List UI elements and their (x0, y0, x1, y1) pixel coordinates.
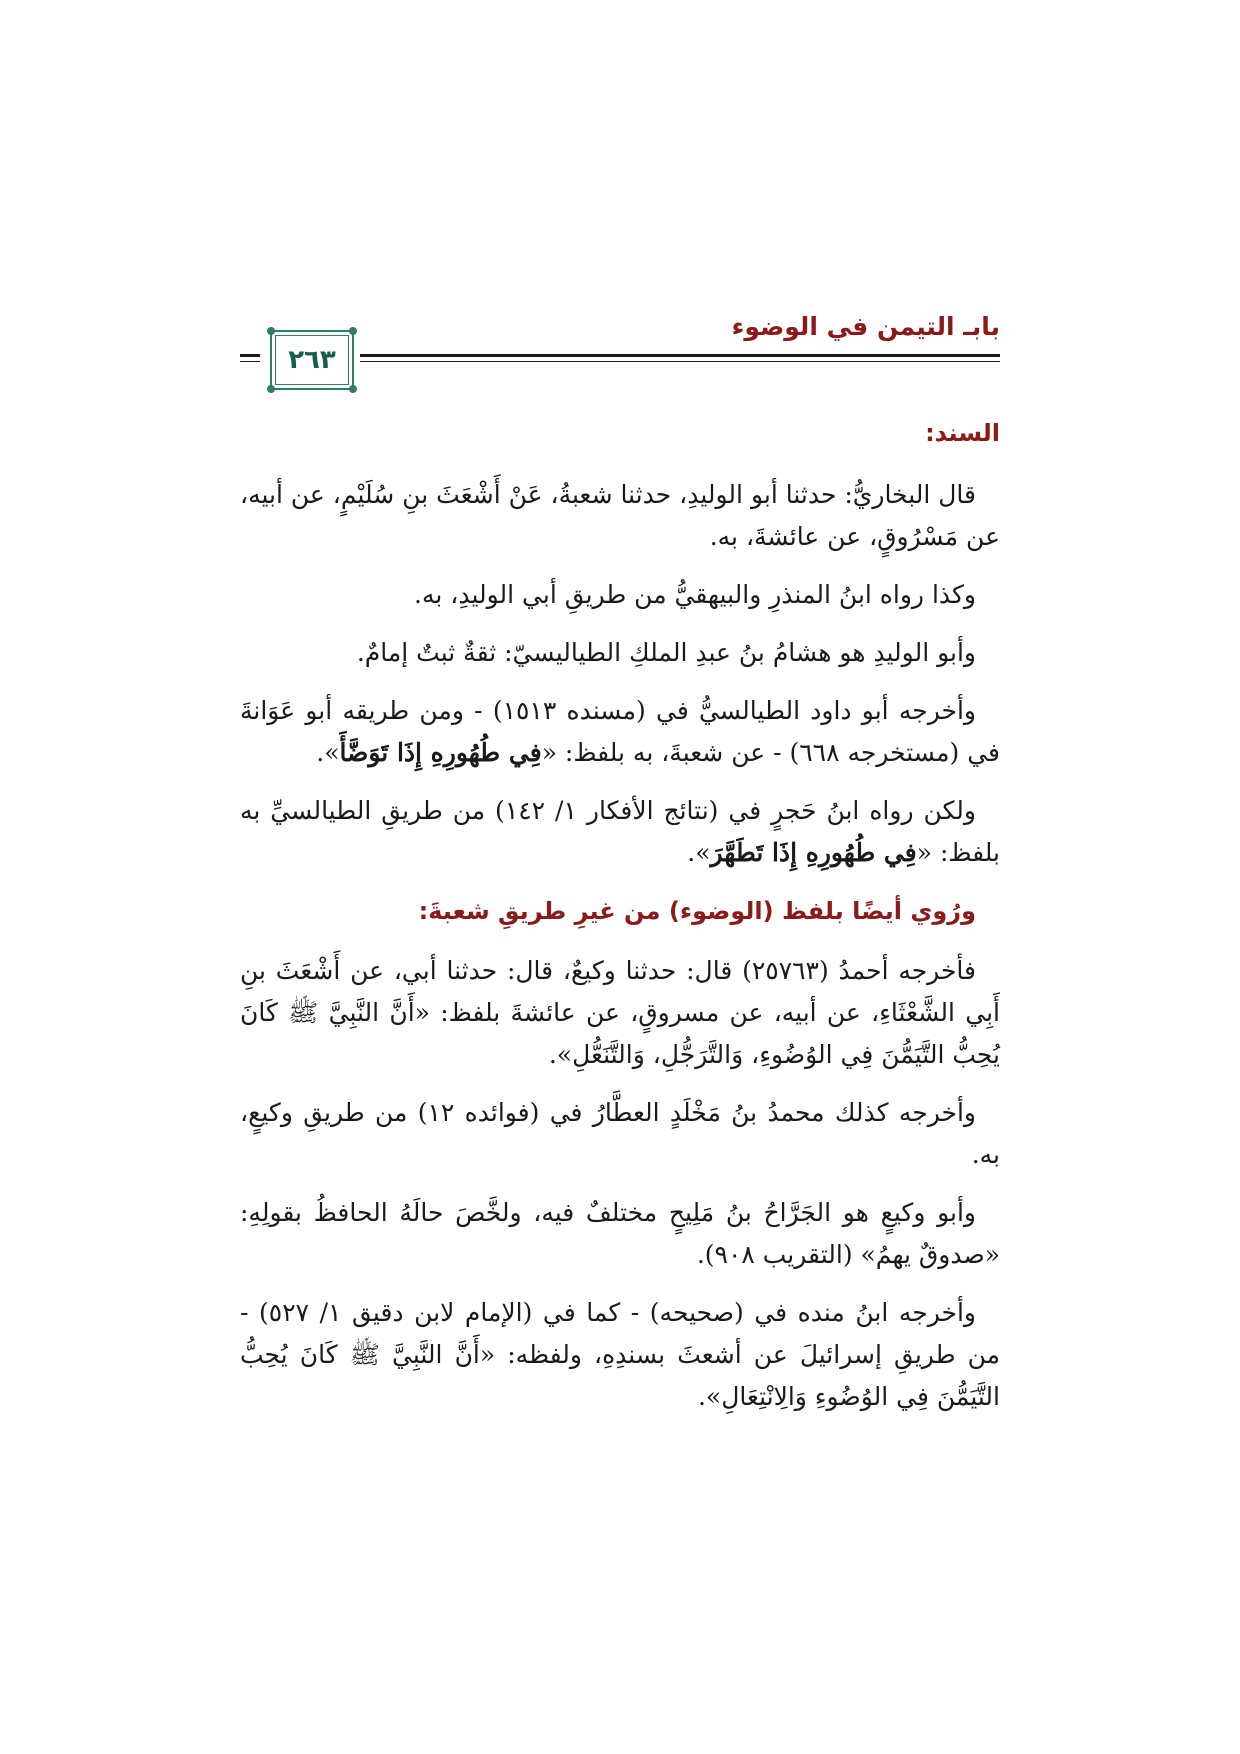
section-label: السند: (925, 419, 1000, 447)
paragraph-text: ». (316, 738, 340, 767)
chapter-title: بابـ التيمن في الوضوء (731, 312, 1000, 341)
paragraph-text: وأخرجه أبو داود الطيالسيُّ في (مسنده ١٥١٣) - ومن طريقه أبو عَوَانةَ في (مستخرجه ٦٦٨) - عن شعبةَ، به بلفظ: « (240, 696, 1000, 767)
ornament-dot-icon (349, 327, 357, 335)
page-number: ٢٦٣ (288, 345, 336, 375)
ornament-dot-icon (267, 327, 275, 335)
ornament-dot-icon (267, 385, 275, 393)
page-header (240, 306, 1000, 386)
header-rule-left-thin (240, 361, 260, 362)
paragraph: وأبو الوليدِ هو هشامُ بنُ عبدِ الملكِ الطياليسيّ: ثقةٌ ثبتٌ إمامٌ. (356, 638, 976, 667)
paragraph: قال البخاريُّ: حدثنا أبو الوليدِ، حدثنا شعبةُ، عَنْ أَشْعَثَ بنِ سُلَيْمٍ، عن أبيه، عن مَسْرُوقٍ، عن عائشةَ، به. (240, 480, 1000, 551)
paragraph: وأخرجه ابنُ منده في (صحيحه) - كما في (الإمام لابن دقيق ١/ ٥٢٧) - من طريقِ إسرائيلَ عن أشعثَ بسندِهِ، ولفظه: «أَنَّ النَّبِيَّ ﷺ كَانَ يُحِبُّ التَّيَمُّنَ فِي الوُضُوءِ وَالِانْتِعَالِ». (240, 1298, 1000, 1411)
paragraph: فأخرجه أحمدُ (٢٥٧٦٣) قال: حدثنا وكيعٌ، قال: حدثنا أبي، عن أَشْعَثَ بنِ أَبِي الشَّعْثَاءِ، عن أبيه، عن مسروقٍ، عن عائشةَ بلفظ: «أَنَّ النَّبِيَّ ﷺ كَانَ يُحِبُّ التَّيَمُّنَ فِي الوُضُوءِ، وَالتَّرَجُّلِ، وَالتَّنَعُّلِ». (240, 956, 1000, 1069)
header-rule (360, 354, 1000, 357)
ornament-dot-icon (349, 385, 357, 393)
header-rule-thin (360, 361, 1000, 362)
subheading: ورُوي أيضًا بلفظ (الوضوء) من غيرِ طريقِ شعبةَ: (418, 897, 976, 925)
paragraph: وأخرجه كذلك محمدُ بنُ مَخْلَدٍ العطَّارُ في (فوائده ١٢) من طريقِ وكيعٍ، به. (240, 1098, 1000, 1169)
paragraph-text: ». (687, 838, 711, 867)
paragraph (240, 790, 1000, 874)
paragraph: وكذا رواه ابنُ المنذرِ والبيهقيُّ من طريقِ أبي الوليدِ، به. (414, 580, 976, 609)
page-body (240, 412, 1000, 1434)
paragraph (240, 690, 1000, 774)
header-rule-left (240, 354, 260, 357)
paragraph: وأبو وكيعٍ هو الجَرَّاحُ بنُ مَلِيحٍ مختلفٌ فيه، ولخَّصَ حالَهُ الحافظُ بقولِهِ: «صدوقٌ يهمُ» (التقريب ٩٠٨). (240, 1198, 1000, 1269)
hadith-wording: فِي طُهُورِهِ إِذَا تَطَهَّرَ (710, 838, 917, 867)
page-number-frame (270, 330, 354, 390)
hadith-wording: فِي طُهُورِهِ إِذَا تَوَضَّأَ (339, 738, 542, 767)
paragraph-text: ولكن رواه ابنُ حَجرٍ في (نتائج الأفكار ١/ ١٤٢) من طريقِ الطيالسيِّ به بلفظ: « (240, 796, 1000, 867)
